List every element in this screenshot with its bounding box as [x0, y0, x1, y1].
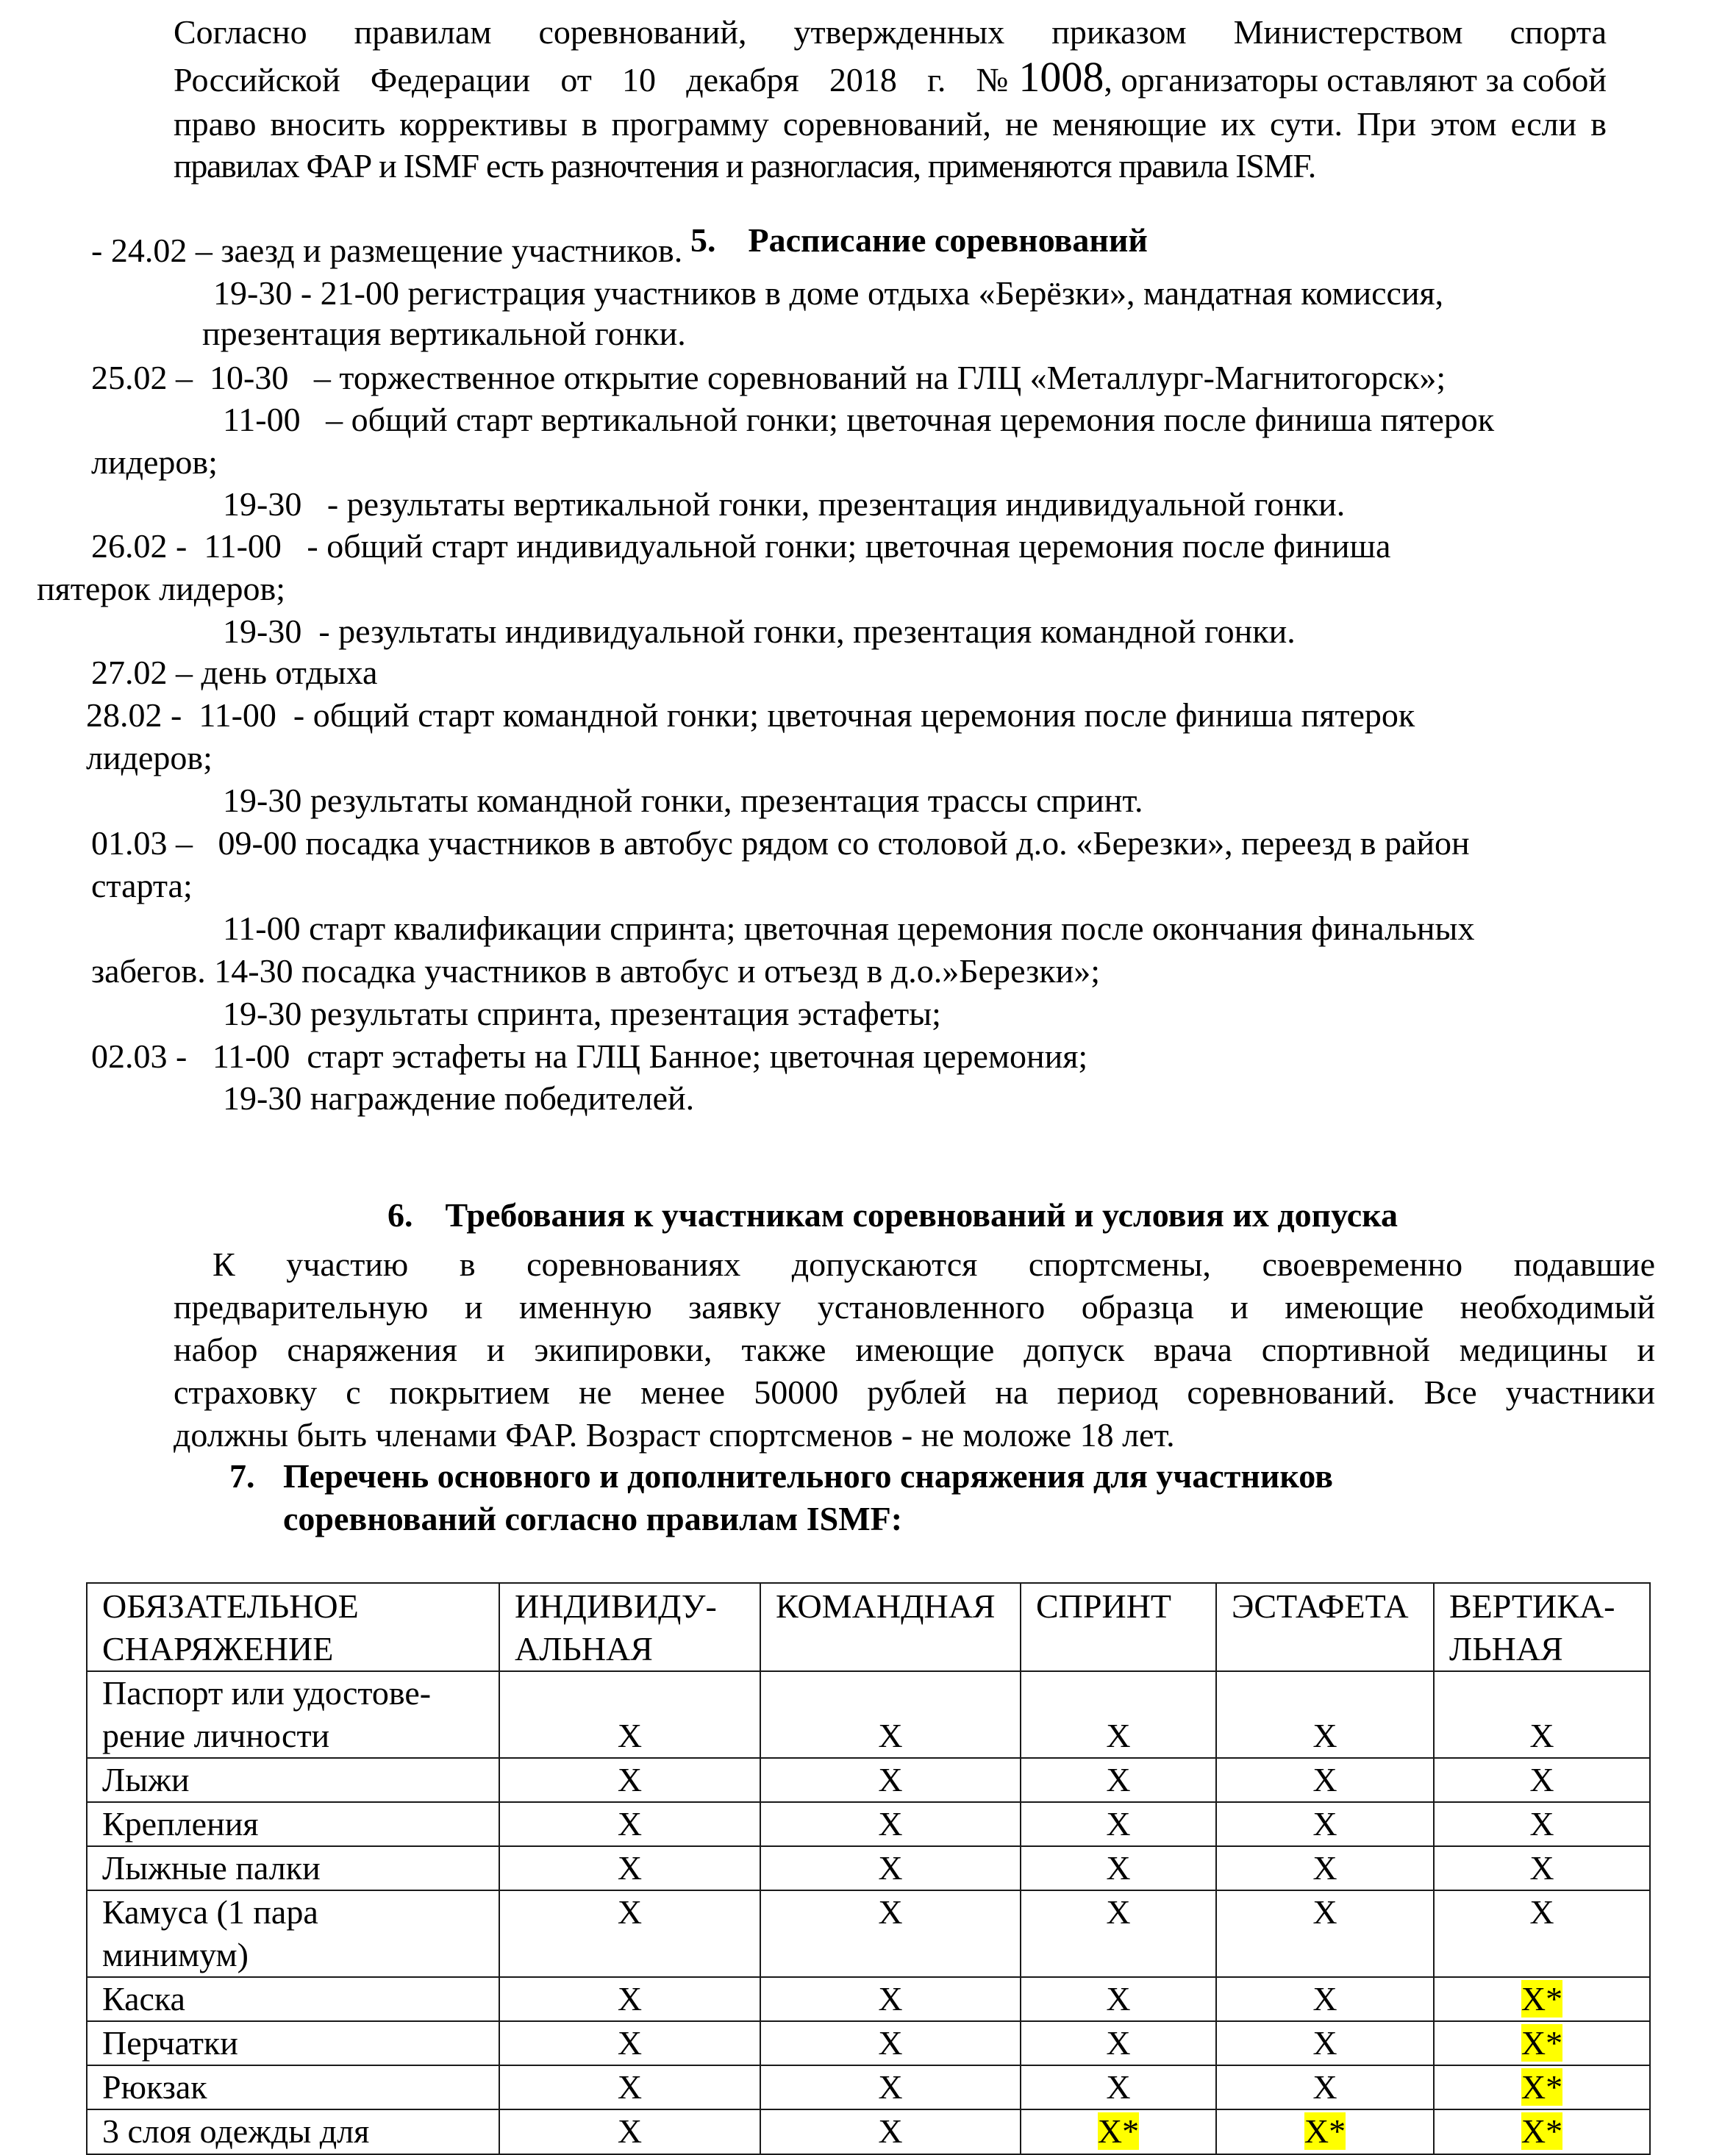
mark-cell: X — [1216, 2065, 1434, 2109]
schedule-line: 01.03 – 09-00 посадка участников в автобус рядом со столовой д.о. «Березки», переезд в район — [91, 824, 1470, 862]
highlighted-mark: X* — [1521, 1980, 1563, 2018]
schedule-line: 19-30 - 21-00 регистрация участников в доме отдыха «Берёзки», мандатная комиссия, — [213, 274, 1444, 312]
schedule-line: 27.02 – день отдыха — [91, 654, 378, 691]
schedule-line: 19-30 - результаты индивидуальной гонки, презентация командной гонки. — [223, 612, 1296, 650]
mark-cell: X — [499, 1977, 760, 2021]
highlighted-mark: X* — [1304, 2112, 1346, 2150]
table-row — [87, 1890, 1650, 1977]
paragraph-line: набор снаряжения и экипировки, также имеющие допуск врача спортивной медицины и — [174, 1331, 1655, 1368]
schedule-line: 11-00 – общий старт вертикальной гонки; цветочная церемония после финиша пятерок — [223, 401, 1495, 438]
mark-cell: X — [1216, 2021, 1434, 2065]
section-6-number: 6. — [387, 1196, 413, 1234]
mark-cell: X — [1434, 1671, 1650, 1758]
table-header-row — [87, 1583, 1650, 1671]
schedule-line: 26.02 - 11-00 - общий старт индивидуальной гонки; цветочная церемония после финиша — [91, 527, 1391, 565]
item-cell: Камуса (1 пара минимум) — [87, 1890, 499, 1977]
mark-cell: X — [1216, 1890, 1434, 1977]
paragraph-line: предварительную и именную заявку установленного образца и имеющие необходимый — [174, 1288, 1655, 1326]
mark-cell: X — [760, 1977, 1021, 2021]
equipment-table — [86, 1582, 1651, 2155]
item-cell: Крепления — [87, 1802, 499, 1846]
mark-cell: X — [1216, 1671, 1434, 1758]
mark-cell: X — [1021, 1846, 1216, 1890]
schedule-line: пятерок лидеров; — [37, 570, 286, 607]
header-mandatory-equipment: ОБЯЗАТЕЛЬНОЕ СНАРЯЖЕНИЕ — [87, 1583, 499, 1671]
mark-cell-highlighted — [1216, 2109, 1434, 2154]
table-row — [87, 2021, 1650, 2065]
mark-cell: X — [1434, 1758, 1650, 1802]
mark-cell-highlighted — [1021, 2109, 1216, 2154]
mark-cell: X — [499, 2109, 760, 2154]
schedule-line: 19-30 - результаты вертикальной гонки, презентация индивидуальной гонки. — [223, 485, 1346, 523]
schedule-line: лидеров; — [86, 739, 212, 776]
mark-cell: X — [1434, 1846, 1650, 1890]
schedule-line: - 24.02 – заезд и размещение участников. — [91, 232, 683, 269]
mark-cell: X — [1021, 1802, 1216, 1846]
header-vertical: ВЕРТИКА- ЛЬНАЯ — [1434, 1583, 1650, 1671]
header-team: КОМАНДНАЯ — [760, 1583, 1021, 1671]
item-cell: Каска — [87, 1977, 499, 2021]
mark-cell: X — [760, 2065, 1021, 2109]
mark-cell: X — [1021, 1890, 1216, 1977]
highlighted-mark: X* — [1097, 2112, 1140, 2150]
mark-cell: X — [499, 1802, 760, 1846]
highlighted-mark: X* — [1521, 2112, 1563, 2150]
order-number: 1008 — [1018, 53, 1104, 101]
table-row — [87, 2109, 1650, 2154]
mark-cell: X — [1021, 2021, 1216, 2065]
mark-cell-highlighted — [1434, 2021, 1650, 2065]
mark-cell: X — [760, 1758, 1021, 1802]
mark-cell: X — [760, 1846, 1021, 1890]
mark-cell: X — [1216, 1758, 1434, 1802]
item-cell: Рюкзак — [87, 2065, 499, 2109]
header-individual: ИНДИВИДУ- АЛЬНАЯ — [499, 1583, 760, 1671]
schedule-line: забегов. 14-30 посадка участников в автобус и отъезд в д.о.»Березки»; — [91, 952, 1100, 990]
mark-cell: X — [499, 2065, 760, 2109]
mark-cell-highlighted — [1434, 2065, 1650, 2109]
header-relay: ЭСТАФЕТА — [1216, 1583, 1434, 1671]
mark-cell: X — [1021, 2065, 1216, 2109]
mark-cell-highlighted — [1434, 2109, 1650, 2154]
table-row — [87, 1758, 1650, 1802]
section-7-title-line-2: соревнований согласно правилам ISMF: — [283, 1500, 903, 1537]
schedule-line: лидеров; — [91, 443, 218, 481]
mark-cell: X — [499, 1890, 760, 1977]
schedule-line: 11-00 старт квалификации спринта; цветочная церемония после окончания финальных — [223, 909, 1475, 947]
schedule-line: старта; — [91, 867, 193, 904]
paragraph-line: должны быть членами ФАР. Возраст спортсменов - не моложе 18 лет. — [174, 1416, 1175, 1454]
mark-cell: X — [760, 2021, 1021, 2065]
mark-cell: X — [1021, 1758, 1216, 1802]
section-7-title-line-1: Перечень основного и дополнительного снаряжения для участников — [283, 1457, 1333, 1495]
schedule-line: 25.02 – 10-30 – торжественное открытие соревнований на ГЛЦ «Металлург-Магнитогорск»; — [91, 359, 1446, 396]
table-row — [87, 1802, 1650, 1846]
section-7-number: 7. — [229, 1457, 255, 1495]
mark-cell: X — [499, 1846, 760, 1890]
intro-line-2 — [174, 53, 1607, 101]
mark-cell: X — [1021, 1671, 1216, 1758]
section-6-title: Требования к участникам соревнований и условия их допуска — [445, 1196, 1398, 1234]
section-6-heading — [371, 1165, 1398, 1232]
intro-line-3: право вносить коррективы в программу соревнований, не меняющие их сути. При этом если в — [174, 105, 1607, 143]
paragraph-line: страховку с покрытием не менее 50000 рублей на период соревнований. Все участники — [174, 1373, 1655, 1411]
mark-cell: X — [760, 1802, 1021, 1846]
table-row — [87, 1977, 1650, 2021]
intro-line-4: правилах ФАР и ISMF есть разночтения и разногласия, применяются правила ISMF. — [174, 147, 1315, 185]
section-5-title: Расписание соревнований — [748, 221, 1148, 259]
schedule-line: 19-30 результаты спринта, презентация эстафеты; — [223, 995, 941, 1032]
mark-cell: X — [1216, 1977, 1434, 2021]
mark-cell: X — [499, 1758, 760, 1802]
intro-line-1: Согласно правилам соревнований, утвержденных приказом Министерством спорта — [174, 13, 1607, 51]
schedule-line: презентация вертикальной гонки. — [202, 315, 686, 352]
intro-line-2-text: Российской Федерации от 10 декабря 2018 г. № — [174, 61, 1009, 99]
item-cell: Лыжные палки — [87, 1846, 499, 1890]
highlighted-mark: X* — [1521, 2024, 1563, 2062]
intro-line-2-words — [174, 63, 1008, 97]
item-cell: Паспорт или удостове- рение личности — [87, 1671, 499, 1758]
mark-cell: X — [760, 2109, 1021, 2154]
schedule-line: 19-30 результаты командной гонки, презентация трассы спринт. — [223, 782, 1143, 819]
table-row — [87, 1846, 1650, 1890]
mark-cell: X — [499, 1671, 760, 1758]
mark-cell: X — [1216, 1846, 1434, 1890]
mark-cell: X — [1434, 1802, 1650, 1846]
table-row — [87, 1671, 1650, 1758]
schedule-line: 28.02 - 11-00 - общий старт командной гонки; цветочная церемония после финиша пятерок — [86, 696, 1415, 734]
item-cell: Перчатки — [87, 2021, 499, 2065]
table-row — [87, 2065, 1650, 2109]
intro-line-2-tail: , организаторы оставляют за собой — [1104, 61, 1607, 99]
schedule-line: 19-30 награждение победителей. — [223, 1079, 695, 1117]
item-cell: Лыжи — [87, 1758, 499, 1802]
highlighted-mark: X* — [1521, 2068, 1563, 2106]
paragraph-line: К участию в соревнованиях допускаются спортсмены, своевременно подавшие — [212, 1246, 1655, 1283]
section-5-number: 5. — [690, 221, 716, 259]
mark-cell: X — [1216, 1802, 1434, 1846]
schedule-line: 02.03 - 11-00 старт эстафеты на ГЛЦ Банное; цветочная церемония; — [91, 1037, 1088, 1075]
mark-cell: X — [499, 2021, 760, 2065]
mark-cell: X — [1021, 1977, 1216, 2021]
mark-cell-highlighted — [1434, 1977, 1650, 2021]
header-sprint: СПРИНТ — [1021, 1583, 1216, 1671]
mark-cell: X — [1434, 1890, 1650, 1977]
mark-cell: X — [760, 1890, 1021, 1977]
item-cell: 3 слоя одежды для — [87, 2109, 499, 2154]
section-5-heading — [674, 190, 1148, 257]
mark-cell: X — [760, 1671, 1021, 1758]
